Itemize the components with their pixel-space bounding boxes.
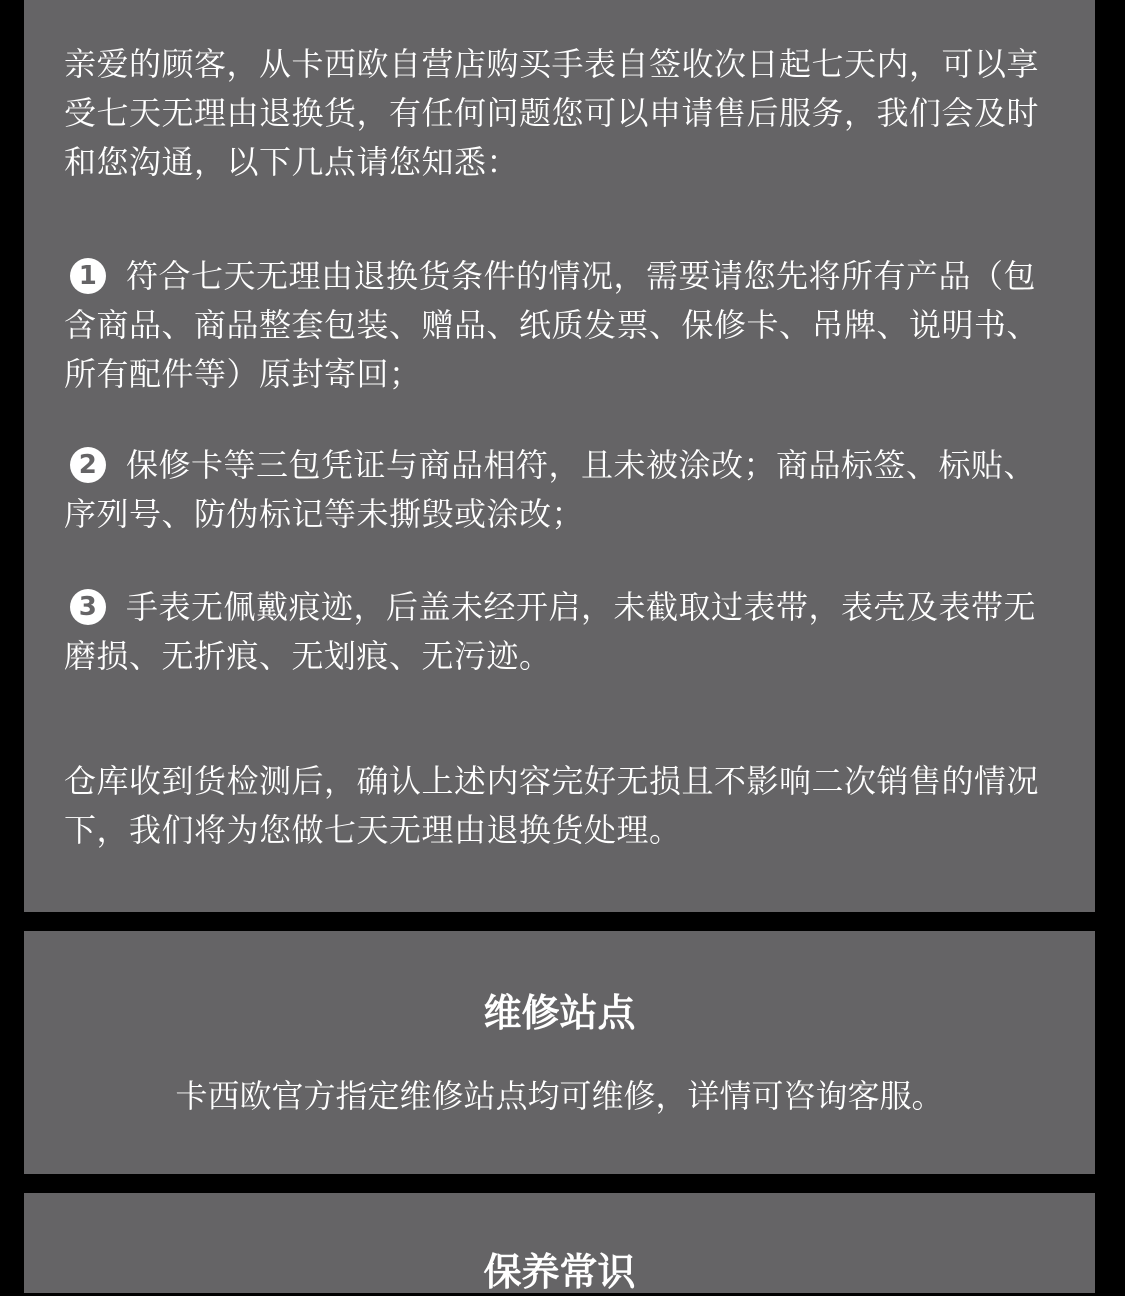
condition-item-1: [64, 252, 1055, 399]
condition-item-3: [64, 583, 1055, 681]
condition-text-1: 符合七天无理由退换货条件的情况，需要请您先将所有产品（包含商品、商品整套包装、赠品、纸质发票、保修卡、吊牌、说明书、所有配件等）原封寄回；: [64, 257, 1040, 393]
repair-sites-body: 卡西欧官方指定维修站点均可维修，详情可咨询客服。: [175, 1077, 944, 1115]
number-3-badge: 3: [70, 589, 106, 625]
care-tips-title: 保养常识: [483, 1250, 636, 1294]
care-tips-panel: [24, 1193, 1095, 1293]
condition-item-2: [64, 441, 1055, 539]
return-policy-intro: 亲爱的顾客，从卡西欧自营店购买手表自签收次日起七天内，可以享受七天无理由退换货，有任何问题您可以申请售后服务，我们会及时和您沟通，以下几点请您知悉：: [64, 45, 1040, 181]
repair-sites-panel: [24, 931, 1095, 1174]
condition-text-2: 保修卡等三包凭证与商品相符，且未被涂改；商品标签、标贴、序列号、防伪标记等未撕毁或涂改；: [64, 446, 1037, 533]
repair-sites-title: 维修站点: [483, 991, 636, 1035]
return-policy-panel: [24, 0, 1095, 912]
number-2-badge: 2: [70, 447, 106, 483]
number-1-badge: 1: [70, 258, 106, 294]
condition-text-3: 手表无佩戴痕迹，后盖未经开启，未截取过表带，表壳及表带无磨损、无折痕、无划痕、无污迹。: [64, 588, 1037, 675]
return-policy-closing: 仓库收到货检测后，确认上述内容完好无损且不影响二次销售的情况下，我们将为您做七天无理由退换货处理。: [64, 762, 1040, 849]
